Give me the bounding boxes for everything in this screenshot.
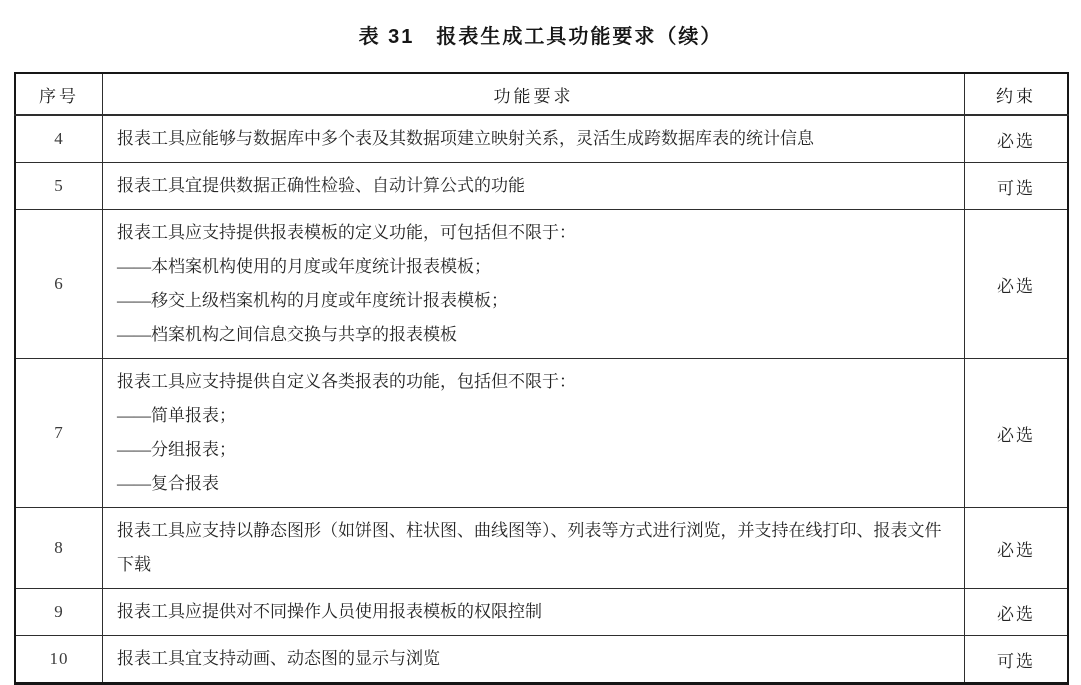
requirement-cell [103,163,965,210]
constraint-cell: 可选 [965,163,1069,210]
requirement-line: ——档案机构之间信息交换与共享的报表模板 [117,325,457,344]
row-number: 6 [15,210,103,359]
requirement-line: 报表工具应支持以静态图形（如饼图、柱状图、曲线图等）、列表等方式进行浏览，并支持在线打印、报表文件下载 [117,521,942,574]
table-row [15,508,1068,589]
requirement-cell [103,589,965,636]
requirement-line: ——移交上级档案机构的月度或年度统计报表模板； [117,291,508,310]
requirement-line: 报表工具应支持提供报表模板的定义功能，可包括但不限于： [117,223,576,242]
requirement-line: ——分组报表； [117,440,236,459]
requirement-line: ——简单报表； [117,406,236,425]
requirement-cell [103,210,965,359]
row-number: 10 [15,636,103,684]
constraint-cell: 必选 [965,508,1069,589]
constraint-cell: 必选 [965,359,1069,508]
table-row [15,115,1068,163]
requirement-line: 报表工具宜支持动画、动态图的显示与浏览 [117,649,440,668]
requirement-line: 报表工具应能够与数据库中多个表及其数据项建立映射关系，灵活生成跨数据库表的统计信息 [117,129,814,148]
constraint-cell: 必选 [965,589,1069,636]
constraint-cell: 必选 [965,115,1069,163]
requirement-cell [103,636,965,684]
requirement-line: 报表工具应提供对不同操作人员使用报表模板的权限控制 [117,602,542,621]
row-number: 5 [15,163,103,210]
requirement-line: ——复合报表 [117,474,219,493]
header-no: 序号 [15,73,103,115]
table-header-row [15,73,1068,115]
table-row [15,163,1068,210]
table-row [15,589,1068,636]
requirement-line: 报表工具应支持提供自定义各类报表的功能，包括但不限于： [117,372,576,391]
row-number: 4 [15,115,103,163]
constraint-cell: 可选 [965,636,1069,684]
requirement-line: 报表工具宜提供数据正确性检验、自动计算公式的功能 [117,176,525,195]
table-row [15,359,1068,508]
row-number: 7 [15,359,103,508]
table-row [15,636,1068,684]
requirement-cell [103,115,965,163]
requirement-line: ——本档案机构使用的月度或年度统计报表模板； [117,257,491,276]
constraint-cell: 必选 [965,210,1069,359]
requirement-cell [103,508,965,589]
table-title: 表 31 报表生成工具功能要求（续） [358,26,723,48]
requirements-table [14,72,1069,685]
row-number: 9 [15,589,103,636]
header-requirement: 功能要求 [103,73,965,115]
table-row [15,210,1068,359]
header-constraint: 约束 [965,73,1069,115]
row-number: 8 [15,508,103,589]
requirement-cell [103,359,965,508]
